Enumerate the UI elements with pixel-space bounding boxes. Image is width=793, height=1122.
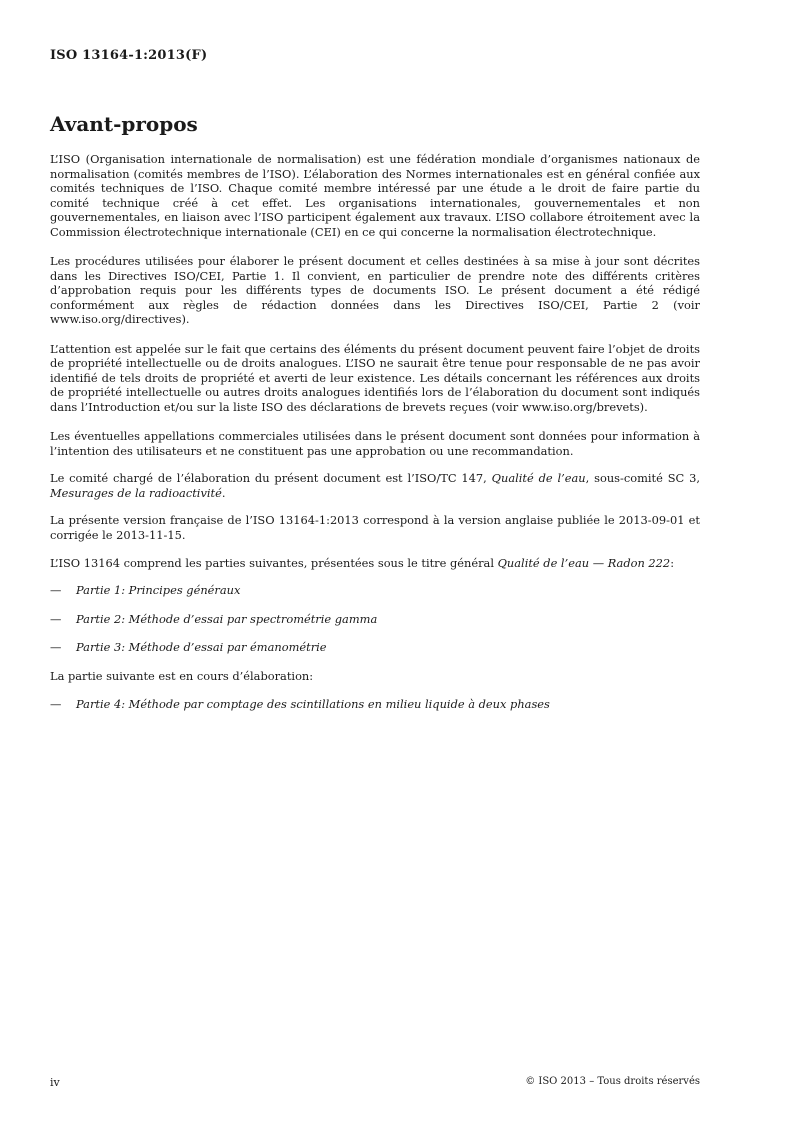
list-item-text: Partie 2: Méthode d’essai par spectrométrie gamma <box>76 611 378 626</box>
parts-intro-text: L’ISO 13164 comprend les parties suivantes, présentées sous le titre général <box>50 555 498 570</box>
list-item <box>50 640 700 655</box>
copyright-notice: © ISO 2013 – Tous droits réservés <box>525 1076 700 1087</box>
list-item <box>50 583 700 598</box>
committee-text-3: . <box>221 485 226 500</box>
paragraph-committee <box>50 471 700 500</box>
list-item-text: Partie 3: Méthode d’essai par émanométrie <box>76 640 327 655</box>
paragraph-patent-rights: L’attention est appelée sur le fait que certains des éléments du présent document peuvent faire l’objet de droits de propriété intellectuelle ou de droits analogues. L’ISO ne saurait être tenue pour responsable de ne pas avoir identifié de tels droits de propriété et averti de leur existence. Les détails concernant les références aux droits de propriété intellectuelle ou autres droits analogues identifiés lors de l’élaboration du document sont indiqués dans l’Introduction et/ou sur la liste ISO des déclarations de brevets reçues (voir www.iso.org/brevets). <box>50 341 700 414</box>
paragraph-iso-intro: L’ISO (Organisation internationale de normalisation) est une fédération mondiale d’organismes nationaux de normalisation (comités membres de l’ISO). L’élaboration des Normes internationales est en général confiée aux comités techniques de l’ISO. Chaque comité membre intéressé par une étude a le droit de faire partie du comité technique créé à cet effet. Les organisations internationales, gouvernementales et non gouvernementales, en liaison avec l’ISO participent également aux travaux. L’ISO collabore étroitement avec la Commission électrotechnique internationale (CEI) en ce qui concerne la normalisation électrotechnique. <box>50 152 700 239</box>
list-item <box>50 697 700 712</box>
list-item-text: Partie 4: Méthode par comptage des scintillations en milieu liquide à deux phases <box>76 696 550 711</box>
paragraph-trade-names: Les éventuelles appellations commerciales utilisées dans le présent document sont données pour information à l’intention des utilisateurs et ne constituent pas une approbation ou une recommandation. <box>50 429 700 458</box>
parts-intro-colon: : <box>670 555 675 570</box>
committee-text-1: Le comité chargé de l’élaboration du présent document est l’ISO/TC 147, <box>50 471 492 486</box>
page-title: Avant-propos <box>50 112 198 136</box>
page-number: iv <box>50 1076 60 1089</box>
paragraph-procedures: Les procédures utilisées pour élaborer le présent document et celles destinées à sa mise à jour sont décrites dans les Directives ISO/CEI, Partie 1. Il convient, en particulier de prendre note des différents critères d’approbation requis pour les différents types de documents ISO. Le présent document a été rédigé conformément aux règles de rédaction données dans les Directives ISO/CEI, Partie 2 (voir www.iso.org/directives). <box>50 254 700 327</box>
list-item-text: Partie 1: Principes généraux <box>76 583 241 598</box>
list-dash: — <box>50 611 62 626</box>
list-dash: — <box>50 640 62 655</box>
general-title-italic: Qualité de l’eau — Radon 222 <box>497 555 671 570</box>
paragraph-in-preparation: La partie suivante est en cours d’élaboration: <box>50 668 314 683</box>
document-id-header: ISO 13164-1:2013(F) <box>50 48 208 63</box>
paragraph-parts-intro <box>50 556 700 571</box>
subcommittee-name-italic: Mesurages de la radioactivité <box>50 485 222 500</box>
list-item <box>50 612 700 627</box>
paragraph-version: La présente version française de l’ISO 13164-1:2013 correspond à la version anglaise publiée le 2013-09-01 et corrigée le 2013-11-15. <box>50 513 700 542</box>
list-dash: — <box>50 583 62 598</box>
committee-name-italic: Qualité de l’eau <box>491 471 586 486</box>
document-body <box>50 152 700 725</box>
list-dash: — <box>50 696 62 711</box>
committee-text-2: , sous-comité SC 3, <box>585 471 700 486</box>
